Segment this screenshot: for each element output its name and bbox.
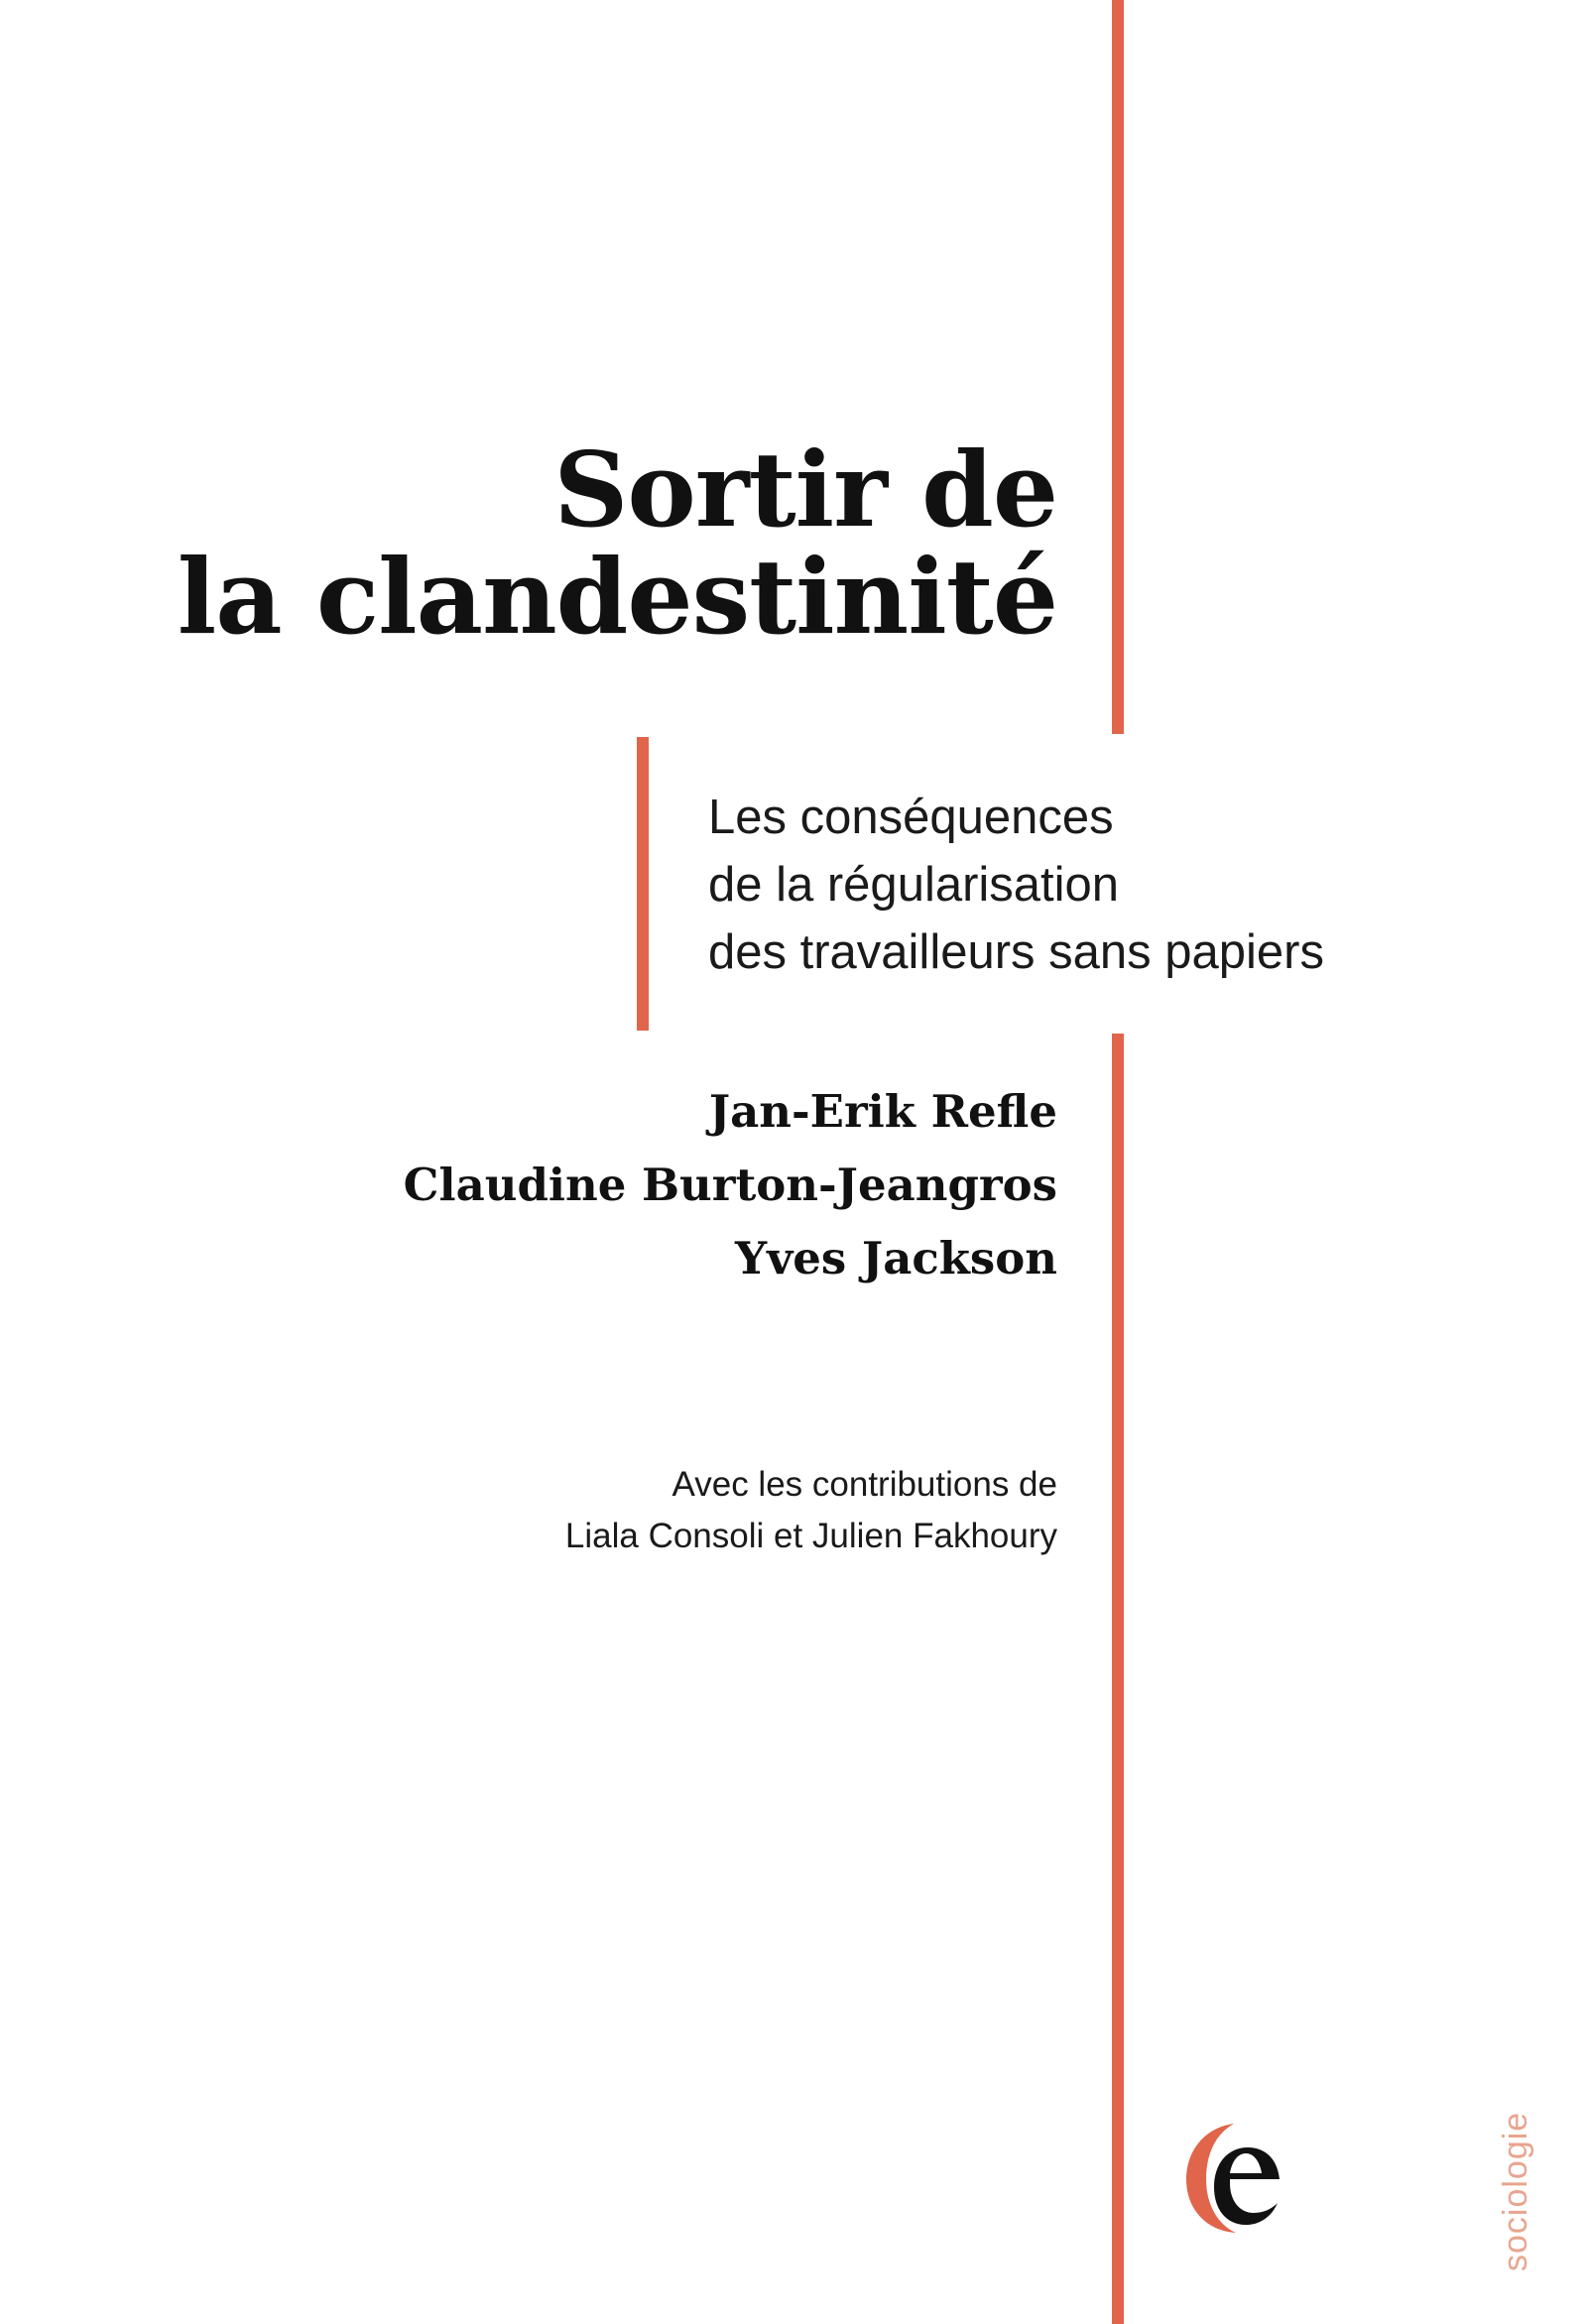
subtitle-line-2: de la régularisation: [708, 858, 1120, 912]
collection-label: sociologie: [1497, 2111, 1534, 2271]
contributions-note: [363, 1459, 1057, 1562]
subtitle-line-1: Les conséquences: [708, 791, 1114, 844]
publisher-e-logo-icon: [1182, 2118, 1291, 2237]
vertical-rule-middle: [637, 737, 649, 1031]
book-title: [26, 428, 1057, 658]
book-subtitle: [708, 784, 1482, 986]
author-list: [165, 1075, 1057, 1295]
author-name: Claudine Burton-Jeangros: [403, 1159, 1057, 1211]
author-name: Jan-Erik Refle: [708, 1085, 1057, 1138]
vertical-rule-bottom: [1112, 1034, 1124, 2324]
vertical-rule-top: [1112, 0, 1124, 734]
contributions-line-2: Liala Consoli et Julien Fakhoury: [564, 1517, 1057, 1555]
author-name: Yves Jackson: [735, 1232, 1057, 1284]
title-line-2: la clandestinité: [177, 536, 1057, 658]
subtitle-line-3: des travailleurs sans papiers: [708, 925, 1324, 979]
contributions-line-1: Avec les contributions de: [671, 1465, 1057, 1504]
title-line-1: Sortir de: [553, 428, 1057, 550]
